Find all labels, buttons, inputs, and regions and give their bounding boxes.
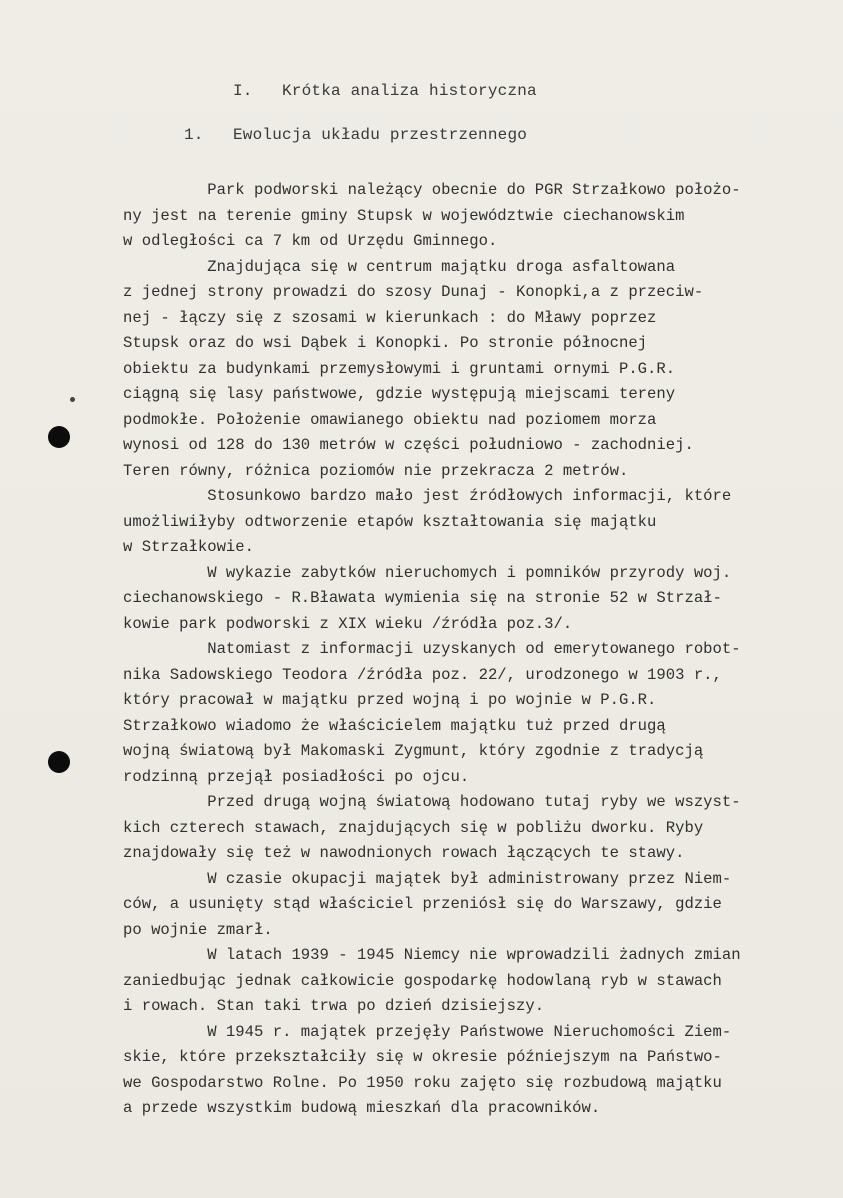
text-line: obiektu za budynkami przemysłowymi i gruntami ornymi P.G.R. <box>123 359 676 378</box>
text-line: wynosi od 128 do 130 metrów w części południowo - zachodniej. <box>123 436 694 454</box>
text-line: W latach 1939 - 1945 Niemcy nie wprowadzili żadnych zmian <box>123 946 741 964</box>
text-line: Park podworski należący obecnie do PGR Strzałkowo położo- <box>123 181 741 199</box>
text-line: umożliwiłyby odtworzenie etapów kształtowania się majątku <box>123 512 657 531</box>
text-line: rodzinną przejął posiadłości po ojcu. <box>123 767 470 786</box>
text-line: a przede wszystkim budową mieszkań dla pracowników. <box>123 1099 601 1117</box>
text-line: Stosunkowo bardzo mało jest źródłowych informacji, które <box>123 487 732 505</box>
text-line: we Gospodarstwo Rolne. Po 1950 roku zajęto się rozbudową majątku <box>123 1073 722 1092</box>
section-heading: I. Krótka analiza historyczna <box>233 82 537 100</box>
text-line: ciechanowskiego - R.Bławata wymienia się na stronie 52 w Strzał- <box>123 589 722 607</box>
text-line: skie, które przekształciły się w okresie późniejszym na Państwo- <box>123 1048 722 1066</box>
text-line: wojną światową był Makomaski Zygmunt, który zgodnie z tradycją <box>123 742 704 760</box>
text-line: z jednej strony prowadzi do szosy Dunaj - Konopki,a z przeciw- <box>123 283 704 301</box>
text-line: ców, a usunięty stąd właściciel przeniósł się do Warszawy, gdzie <box>123 895 722 913</box>
text-line: ny jest na terenie gminy Stupsk w województwie ciechanowskim <box>123 206 685 225</box>
text-line: Teren równy, różnica poziomów nie przekracza 2 metrów. <box>123 461 629 480</box>
text-line: nej - łączy się z szosami w kierunkach : do Mławy poprzez <box>123 308 657 327</box>
text-line: Znajdująca się w centrum majątku droga asfaltowana <box>123 257 676 276</box>
text-line: nika Sadowskiego Teodora /źródła poz. 22/, urodzonego w 1903 r., <box>123 665 722 684</box>
text-line: W 1945 r. majątek przejęły Państwowe Nieruchomości Ziem- <box>123 1022 732 1041</box>
text-line: w odległości ca 7 km od Urzędu Gminnego. <box>123 232 498 250</box>
text-line: kich czterech stawach, znajdujących się w pobliżu dworku. Ryby <box>123 818 704 837</box>
stray-dot-mark <box>70 397 75 402</box>
text-line: W wykazie zabytków nieruchomych i pomników przyrody woj. <box>123 563 732 582</box>
punch-hole-bottom <box>48 751 70 773</box>
text-line: Strzałkowo wiadomo że właścicielem majątku tuż przed drugą <box>123 716 666 735</box>
subsection-heading: 1. Ewolucja układu przestrzennego <box>184 126 528 144</box>
text-line: znajdowały się też w nawodnionych rowach łączących te stawy. <box>123 844 685 862</box>
text-line: Przed drugą wojną światową hodowano tutaj ryby we wszyst- <box>123 793 741 811</box>
text-line: który pracował w majątku przed wojną i po wojnie w P.G.R. <box>123 691 657 709</box>
text-line: podmokłe. Położenie omawianego obiektu nad poziomem morza <box>123 410 657 429</box>
text-line: W czasie okupacji majątek był administrowany przez Niem- <box>123 869 732 888</box>
text-line: w Strzałkowie. <box>123 538 255 556</box>
body-text <box>123 178 813 1122</box>
text-line: Natomiast z informacji uzyskanych od emerytowanego robot- <box>123 640 741 658</box>
text-line: i rowach. Stan taki trwa po dzień dzisiejszy. <box>123 997 545 1015</box>
punch-hole-top <box>48 426 70 448</box>
text-line: kowie park podworski z XIX wieku /źródła poz.3/. <box>123 614 573 633</box>
text-line: zaniedbując jednak całkowicie gospodarkę hodowlaną ryb w stawach <box>123 971 722 990</box>
text-line: ciągną się lasy państwowe, gdzie występują miejscami tereny <box>123 385 676 403</box>
text-line: po wojnie zmarł. <box>123 920 273 939</box>
text-line: Stupsk oraz do wsi Dąbek i Konopki. Po stronie północnej <box>123 334 648 352</box>
